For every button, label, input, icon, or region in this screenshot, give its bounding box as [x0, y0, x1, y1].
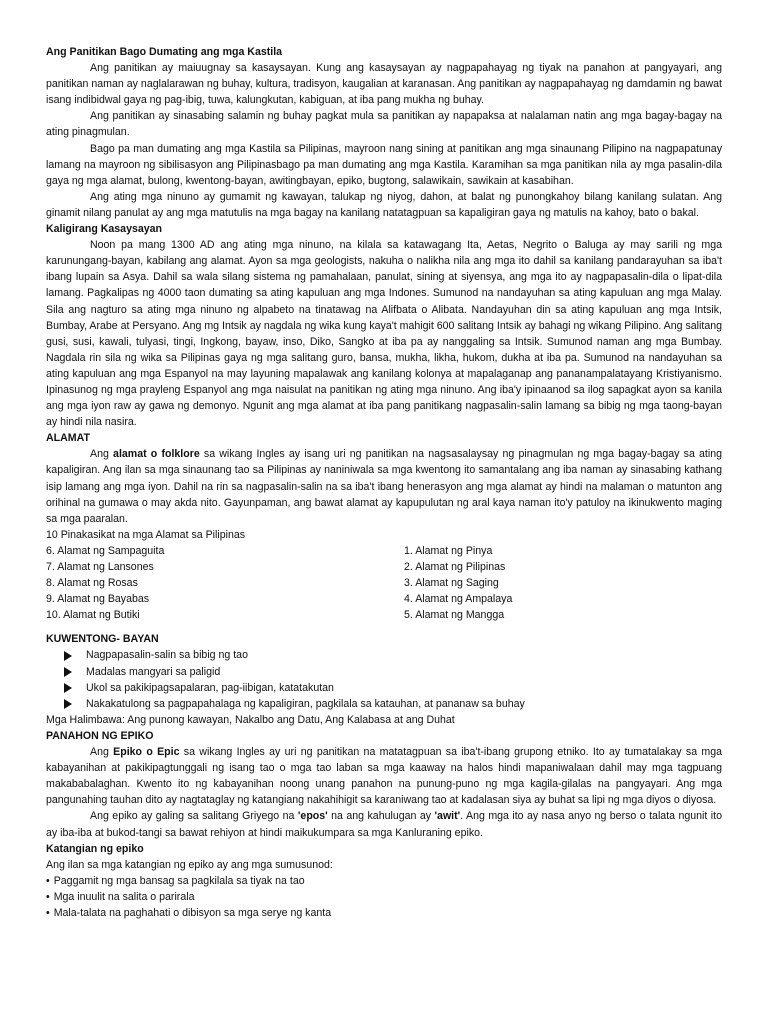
text-run: na ang kahulugan ay: [327, 810, 435, 823]
list-item: • Mga inuulit na salita o parirala: [46, 889, 722, 905]
paragraph: [46, 744, 722, 808]
paragraph: Ang panitikan ay sinasabing salamin ng buhay pagkat mula sa panitikan ay napapaksa at nalalaman natin ang mga bagay-bagay na ating pinagmulan.: [46, 110, 722, 139]
list-item: 10. Alamat ng Butiki: [46, 609, 140, 622]
bold-term: Epiko o Epic: [113, 746, 180, 759]
katangian-list: [46, 873, 722, 921]
list-item: [64, 680, 722, 696]
text-run: . Ang mga ito ay nasa anyo ng berso o talata ngunit ito ay iba-iba at bukod-tangi sa bawat rehiyon at hindi maikukumpara sa mga Kanluraning epiko.: [46, 810, 722, 839]
list-item-text: Nagpapasalin-salin sa bibig ng tao: [86, 649, 248, 662]
list-item: 9. Alamat ng Bayabas: [46, 593, 150, 606]
kuwentong-bayan-list: [46, 647, 722, 711]
list-item: 6. Alamat ng Sampaguita: [46, 544, 165, 557]
bold-term: alamat o folklore: [113, 448, 200, 461]
list-item-text: Ukol sa pakikipagsapalaran, pag-iibigan, katatakutan: [86, 681, 334, 694]
list-item: 2. Alamat ng Pilipinas: [404, 561, 506, 573]
paragraph: Ang ating mga ninuno ay gumamit ng kawayan, talukap ng niyog, dahon, at balat ng punongkahoy bilang kanilang sulatan. Ang ginamit nilang panulat ay ang mga matutulis na mga bagay na kanilang natatagpuan sa kapaligiran gaya ng matulis na kahoy, bato o bakal.: [46, 190, 722, 219]
list-item: 5. Alamat ng Mangga: [404, 609, 505, 622]
paragraph: Noon pa mang 1300 AD ang ating mga ninuno, na kilala sa katawagang Ita, Aetas, Negrito o Baluga ay may sarili ng mga karunungang-bayan, kabilang ang alamat. Ayon sa mga geologists, nakuha o nalikha nila ang mga ito dahil sa kanilang pandarayuhan sa iba't ibang lupain sa Asya. Dahil sa wala silang sistema ng pamahalaan, panulat, sining at siyensya, ang mga ito ay nagpapasalin-dila o lipat-dila lamang. Pagkalipas ng 4000 taon dumating sa ating kapuluan ang mga Indones. Sumunod na nandayuhan sa ating kapuluan ang mga Malay. Sila ang nagturo sa ating mga ninuno ng alpabeto na tinatawag na Alifbata o Alibata. Nandayuhan din sa ating kapuluan ang mga Intsik, Bumbay, Arabe at Persyano. Ang mg Intsik ay nagdala ng wika kung kaya't mahigit 600 salitang Intsik ay bahagi ng wikang Pilipino. Ang salitang gusi, susi, kawali, tulyasi, tingi, Ingkong, bayaw, inso, Diko, Sangko at iba pa ay nanggaling sa Intsik. Sumunod naman ang mga Bumbay. Nagdala rin sila ng wika sa Pilipinas gaya ng mga salitang guro, bansa, mukha, likha, hukom, dukha at iba pa. Sumunod na nandayuhan sa ating kapuluan ang mga Espanyol na may layuning mapalawak ang kanilang kolonya at mapalaganap ang pananampalatayang Kristiyanismo. Ipinasunog ng mga prayleng Espanyol ang mga naisulat na panitikan ng ating mga ninuno. Ang iba'y ipinaanod sa ilog sapagkat ayon sa kanila ang mga iyon raw ay gawa ng demonyo. Ngunit ang mga alamat at iba pang panitikang nagpasalin-salin lamang sa bibig ng mga taong-bayan ay hindi nila nasira.: [46, 239, 722, 429]
section-heading: PANAHON NG EPIKO: [46, 729, 154, 742]
paragraph: [46, 446, 722, 526]
list-item: [64, 696, 722, 712]
list-item-text: Madalas mangyari sa paligid: [86, 665, 221, 678]
arrow-bullet-icon: [64, 683, 72, 693]
list-item: 3. Alamat ng Saging: [404, 577, 499, 590]
bold-term: 'epos': [297, 810, 328, 823]
list-item: 1. Alamat ng Pinya: [404, 544, 493, 557]
list-item: [64, 664, 722, 680]
arrow-bullet-icon: [64, 699, 72, 709]
text-run: Ang: [90, 448, 114, 461]
list-item-text: Nakakatulong sa pagpapahalaga ng kapaligiran, pagkilala sa katauhan, at pananaw sa buhay: [86, 697, 525, 710]
bold-term: 'awit': [434, 810, 461, 823]
paragraph: [46, 808, 722, 840]
legend-list-left: [46, 543, 404, 623]
paragraph: Ang panitikan ay maiuugnay sa kasaysayan. Kung ang kasaysayan ay nagpapahayag ng tiyak na panahon at pangyayari, ang panitikan naman ay naglalarawan ng buhay, kultura, tradisyon, kaugalian at karanasan. Ang panitikan ay nagpapahayag ng damdamin ng bawat isang indibidwal gaya ng pag-ibig, tuwa, kalungkutan, kabiguan, at iba pang mukha ng buhay.: [46, 62, 722, 107]
section-heading: KUWENTONG- BAYAN: [46, 633, 159, 646]
legend-lists: [46, 543, 722, 623]
section-heading: ALAMAT: [46, 432, 90, 445]
list-item: • Paggamit ng mga bansag sa pagkilala sa tiyak na tao: [46, 873, 722, 889]
list-item: 4. Alamat ng Ampalaya: [404, 593, 513, 606]
list-item: 7. Alamat ng Lansones: [46, 561, 154, 573]
paragraph: Bago pa man dumating ang mga Kastila sa Pilipinas, mayroon nang sining at panitikan ang mga sinaunang Pilipino na nagpapatunay lamang na mayroon ng sibilisasyon ang Pilipinasbago pa man dumating ang mga Kastila. Karamihan sa mga panitikan nila ay mga pasalin-dila gaya ng mga alamat, bulong, kwentong-bayan, awitingbayan, epiko, bugtong, salawikain, sawikain at kasabihan.: [46, 142, 722, 187]
list-item: [64, 647, 722, 663]
section-heading: Ang Panitikan Bago Dumating ang mga Kastila: [46, 46, 283, 58]
section-heading: Kaligirang Kasaysayan: [46, 223, 162, 236]
text-run: Ang epiko ay galing sa salitang Griyego na: [90, 810, 298, 823]
list-item: 8. Alamat ng Rosas: [46, 577, 138, 590]
list-title: 10 Pinakasikat na mga Alamat sa Pilipinas: [46, 528, 246, 541]
text-run: sa wikang Ingles ay isang uri ng panitikan na nagsasalaysay ng pinagmulan ng mga bagay-bagay sa ating kapaligiran. Ang ilan sa mga sinaunang tao sa Pilipinas ay naniniwala sa mga kwentong ito samantalang ang iba naman ay sinasabing kathang isip lamang ang mga iyon. Dahil na rin sa nagpasalin-salin na sa iba't ibang henerasyon ang mga alamat ay hindi na malaman o matunton ang orihinal na gumawa o may akda nito. Gayunpaman, ang bawat alamat ay kapupulutan ng aral kaya naman ito'y patuloy na ikinukwento maging sa mga paaralan.: [46, 448, 722, 525]
text-run: sa wikang Ingles ay uri ng panitikan na matatagpuan sa iba't-ibang grupong etniko. Ito ay tumatalakay sa mga kabayanihan at pakikipagtunggali ng isang tao o mga tao laban sa mga kaaway na halos hindi mapaniwalaan dahil may mga tagpuang makababalaghan. Kwento ito ng kabayanihan noong unang panahon na punung-puno ng mga kagila-gilalas na pangyayari. Ang mga pangunahing tauhan dito ay nagtataglay ng katangiang nakahihigit sa karaniwang tao at kadalasan siya ay buhat sa lipi ng mga diyos o diyosa.: [46, 746, 723, 807]
legend-list-right: [404, 543, 704, 623]
arrow-bullet-icon: [64, 651, 72, 661]
spacer: [46, 623, 722, 631]
paragraph: Ang ilan sa mga katangian ng epiko ay ang mga sumusunod:: [46, 858, 333, 871]
examples-line: Mga Halimbawa: Ang punong kawayan, Nakalbo ang Datu, Ang Kalabasa at ang Duhat: [46, 713, 455, 726]
section-heading: Katangian ng epiko: [46, 842, 144, 855]
arrow-bullet-icon: [64, 667, 72, 677]
text-run: Ang: [90, 746, 114, 759]
list-item: • Mala-talata na paghahati o dibisyon sa mga serye ng kanta: [46, 905, 722, 921]
